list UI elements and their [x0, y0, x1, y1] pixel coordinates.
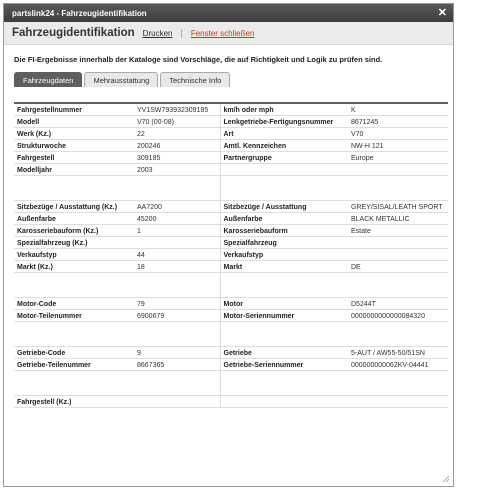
field-label: Motor-Seriennummer — [220, 310, 348, 322]
field-label: Amtl. Kennzeichen — [220, 140, 348, 152]
field-label: Lenkgetriebe-Fertigungsnummer — [220, 116, 348, 128]
field-label: Motor-Code — [14, 298, 134, 310]
field-label: Außenfarbe — [220, 213, 348, 225]
tab-technische-info[interactable]: Technische Info — [160, 72, 230, 87]
table-row — [14, 347, 448, 359]
field-value — [348, 396, 448, 408]
field-value — [134, 396, 220, 408]
field-label: Fahrgestell — [14, 152, 134, 164]
field-label: Modelljahr — [14, 164, 134, 176]
field-value: NW-H 121 — [348, 140, 448, 152]
field-label: Werk (Kz.) — [14, 128, 134, 140]
field-label: Markt (Kz.) — [14, 261, 134, 273]
field-label: Getriebe — [220, 347, 348, 359]
header-separator: | — [180, 28, 183, 38]
table-row — [14, 140, 448, 152]
field-value: K — [348, 104, 448, 116]
field-value — [134, 237, 220, 249]
field-value: 79 — [134, 298, 220, 310]
field-value: 45200 — [134, 213, 220, 225]
field-label: Getriebe-Seriennummer — [220, 359, 348, 371]
disclaimer-notice: Die FI-Ergebnisse innerhalb der Kataloge sind Vorschläge, die auf Richtigkeit und Logik zu prüfen sind. — [14, 55, 383, 64]
field-value: 0000000000000084320 — [348, 310, 448, 322]
table-row — [14, 249, 448, 261]
field-label: Karosseriebauform — [220, 225, 348, 237]
resize-grip-icon[interactable] — [442, 475, 450, 483]
field-value: 2003 — [134, 164, 220, 176]
field-label: Sitzbezüge / Ausstattung — [220, 201, 348, 213]
table-row — [14, 128, 448, 140]
tab-fahrzeugdaten[interactable]: Fahrzeugdaten — [14, 72, 82, 87]
field-label — [220, 396, 348, 408]
field-label: Getriebe-Code — [14, 347, 134, 359]
field-value: V70 (00-08) — [134, 116, 220, 128]
table-row — [14, 213, 448, 225]
field-label: Karosseriebauform (Kz.) — [14, 225, 134, 237]
table-row — [14, 261, 448, 273]
table-row — [14, 164, 448, 176]
table-row — [14, 152, 448, 164]
table-row — [14, 310, 448, 322]
vehicle-data-table — [14, 104, 448, 408]
tab-bar — [14, 72, 453, 87]
field-value: Europe — [348, 152, 448, 164]
table-row — [14, 104, 448, 116]
window-title: partslink24 - Fahrzeugidentifikation — [12, 8, 147, 18]
field-label: Verkaufstyp — [14, 249, 134, 261]
table-row — [14, 298, 448, 310]
vehicle-data-panel — [14, 102, 448, 454]
field-value: 5-AUT / AW55-50/51SN — [348, 347, 448, 359]
field-value: YV1SW793932309185 — [134, 104, 220, 116]
field-label: Spezialfahrzeug (Kz.) — [14, 237, 134, 249]
field-value — [348, 237, 448, 249]
page-title: Fahrzeugidentifikation — [12, 27, 135, 39]
field-value: DE — [348, 261, 448, 273]
field-label: Motor — [220, 298, 348, 310]
field-value: BLACK METALLIC — [348, 213, 448, 225]
print-link[interactable]: Drucken — [142, 28, 173, 38]
close-icon[interactable]: ✕ — [437, 6, 447, 19]
spacer-row — [14, 176, 448, 201]
field-value: V70 — [348, 128, 448, 140]
spacer-row — [14, 371, 448, 396]
table-row — [14, 116, 448, 128]
field-value: 44 — [134, 249, 220, 261]
field-label: Verkaufstyp — [220, 249, 348, 261]
field-label: Markt — [220, 261, 348, 273]
field-value — [348, 249, 448, 261]
field-value: 1 — [134, 225, 220, 237]
close-window-link[interactable]: Fenster schließen — [190, 28, 255, 38]
title-bar[interactable] — [4, 4, 453, 22]
field-value: 9 — [134, 347, 220, 359]
field-label: km/h oder mph — [220, 104, 348, 116]
field-label: Motor-Teilenummer — [14, 310, 134, 322]
field-label: Modell — [14, 116, 134, 128]
table-row — [14, 359, 448, 371]
field-value: AA7200 — [134, 201, 220, 213]
field-label: Art — [220, 128, 348, 140]
field-label: Spezialfahrzeug — [220, 237, 348, 249]
field-value: 18 — [134, 261, 220, 273]
field-label: Fahrgestellnummer — [14, 104, 134, 116]
spacer-row — [14, 322, 448, 347]
tab-mehrausstattung[interactable]: Mehrausstattung — [84, 72, 158, 87]
table-row — [14, 201, 448, 213]
field-label: Sitzbezüge / Ausstattung (Kz.) — [14, 201, 134, 213]
field-value: 000000000062KV-04441 — [348, 359, 448, 371]
field-label: Partnergruppe — [220, 152, 348, 164]
field-value: Estate — [348, 225, 448, 237]
field-label: Fahrgestell (Kz.) — [14, 396, 134, 408]
field-value: GREY/SISAL/LEATH SPORT — [348, 201, 448, 213]
field-label: Strukturwoche — [14, 140, 134, 152]
dialog-window — [3, 3, 454, 487]
field-value — [348, 164, 448, 176]
field-label — [220, 164, 348, 176]
field-value: 309185 — [134, 152, 220, 164]
field-value: D5244T — [348, 298, 448, 310]
field-label: Getriebe-Teilenummer — [14, 359, 134, 371]
dialog-header — [4, 22, 453, 45]
spacer-row — [14, 273, 448, 298]
field-value: 8671245 — [348, 116, 448, 128]
field-value: 200246 — [134, 140, 220, 152]
table-row — [14, 396, 448, 408]
table-row — [14, 225, 448, 237]
field-label: Außenfarbe — [14, 213, 134, 225]
table-row — [14, 237, 448, 249]
field-value: 8667365 — [134, 359, 220, 371]
field-value: 6900679 — [134, 310, 220, 322]
field-value: 22 — [134, 128, 220, 140]
